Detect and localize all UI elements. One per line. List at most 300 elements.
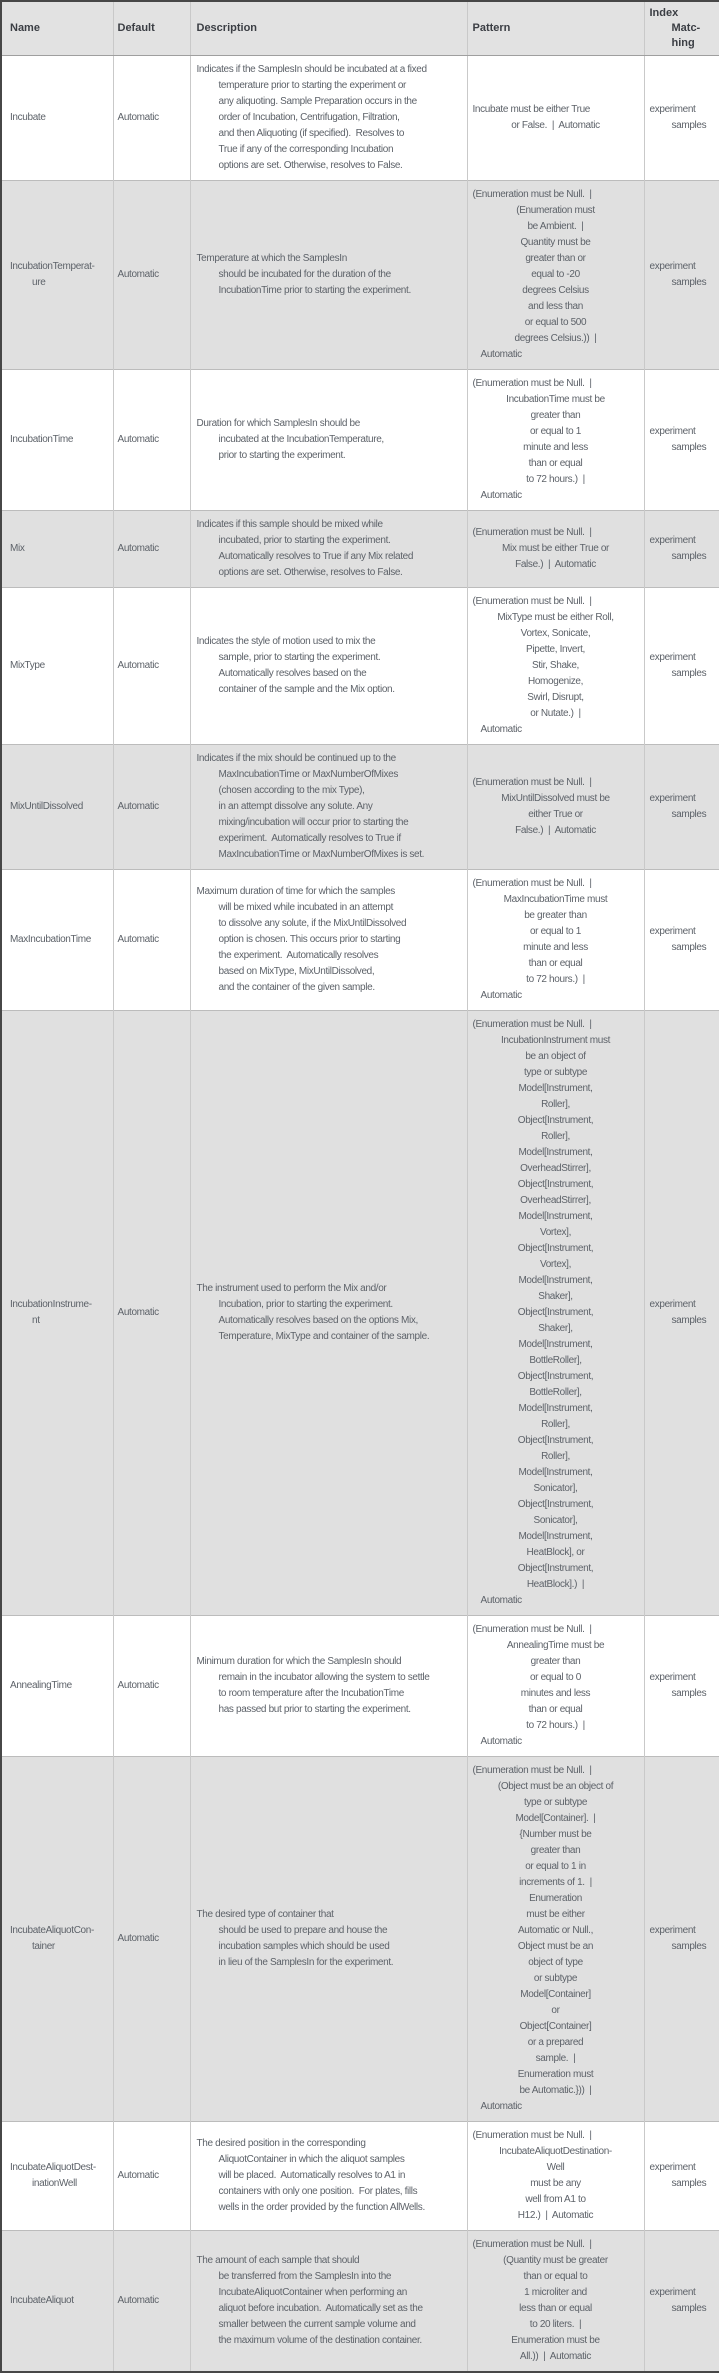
text-line: or equal to 500	[524, 317, 587, 328]
text-line: inationWell	[32, 2178, 77, 2189]
text-line: incubation samples which should be used	[218, 1941, 390, 1952]
option-description	[197, 1907, 462, 1971]
text-line: Duration for which SamplesIn should be	[196, 418, 360, 429]
option-description-cell	[190, 870, 467, 1011]
text-line: MaxIncubationTime or MaxNumberOfMixes	[218, 769, 399, 780]
text-line: Enumeration must	[517, 2069, 594, 2080]
option-name	[10, 2160, 108, 2192]
table-row	[1, 2122, 719, 2231]
option-description	[197, 634, 462, 698]
option-name-cell	[1, 511, 113, 588]
text-line: Automatic	[117, 269, 159, 280]
option-description	[197, 2253, 462, 2349]
text-line: HeatBlock], or	[526, 1547, 585, 1558]
text-line: samples	[671, 2178, 707, 2189]
text-line: experiment. Automatically resolves to True if	[218, 833, 401, 844]
text-line: (Enumeration must be Null. |	[472, 596, 592, 607]
text-line: to 72 hours.) |	[526, 474, 585, 485]
text-line: degrees Celsius.)) |	[514, 333, 597, 344]
text-line: (Enumeration must be Null. |	[472, 1765, 592, 1776]
text-line: (Enumeration must be Null. |	[472, 378, 592, 389]
option-index-matching	[650, 259, 715, 291]
text-line: MixUntilDissolved must be	[501, 793, 610, 804]
text-line: Index	[649, 7, 679, 19]
text-line: type or subtype	[523, 1797, 588, 1808]
text-line: object of type	[528, 1957, 583, 1968]
option-name-cell	[1, 1757, 113, 2122]
text-line: Vortex],	[539, 1259, 572, 1270]
text-line: MixType must be either Roll,	[497, 612, 614, 623]
text-line: Model[Instrument,	[518, 1275, 593, 1286]
column-header-index-matching-label	[650, 6, 715, 51]
text-line: H12.) | Automatic	[517, 2210, 594, 2221]
text-line: Automatic	[117, 660, 159, 671]
text-line: Model[Instrument,	[518, 1147, 593, 1158]
text-line: Description	[196, 22, 258, 34]
table-row	[1, 588, 719, 745]
option-pattern-cell	[467, 870, 644, 1011]
option-default-cell	[113, 56, 190, 181]
text-line: Indicates if this sample should be mixed while	[196, 519, 383, 530]
option-index-matching	[650, 650, 715, 682]
table-row	[1, 511, 719, 588]
text-line: samples	[671, 942, 707, 953]
text-line: samples	[671, 668, 707, 679]
text-line: experiment	[649, 652, 696, 663]
text-line: IncubateAliquotContainer when performing an	[218, 2287, 407, 2298]
option-name	[10, 658, 108, 674]
option-description-cell	[190, 511, 467, 588]
option-pattern	[473, 2128, 639, 2224]
option-name-cell	[1, 370, 113, 511]
text-line: Enumeration must be	[511, 2335, 600, 2346]
option-description-cell	[190, 1616, 467, 1757]
table-row	[1, 1011, 719, 1616]
option-default-cell	[113, 745, 190, 870]
text-line: MaxIncubationTime must	[503, 894, 608, 905]
text-line: True if any of the corresponding Incubation	[218, 144, 394, 155]
option-description-cell	[190, 370, 467, 511]
column-header-default	[113, 1, 190, 56]
text-line: The amount of each sample that should	[196, 2255, 360, 2266]
text-line: Model[Container]. |	[515, 1813, 596, 1824]
text-line: minutes and less	[520, 1688, 591, 1699]
text-line: or subtype	[533, 1973, 578, 1984]
text-line: Automatic	[480, 990, 522, 1001]
option-pattern	[473, 594, 639, 738]
table-row	[1, 1757, 719, 2122]
option-index-matching	[650, 791, 715, 823]
option-index-matching-cell	[644, 1011, 719, 1616]
text-line: 1 microliter and	[524, 2287, 587, 2298]
option-index-matching-cell	[644, 511, 719, 588]
option-pattern-cell	[467, 56, 644, 181]
text-line: to 72 hours.) |	[526, 1720, 585, 1731]
text-line: Shaker],	[538, 1291, 573, 1302]
text-line: IncubateAliquotDestination-	[499, 2146, 612, 2157]
text-line: Model[Instrument,	[518, 1083, 593, 1094]
text-line: AliquotContainer in which the aliquot samples	[218, 2154, 405, 2165]
text-line: Automatic	[117, 1933, 159, 1944]
text-line: Swirl, Disrupt,	[527, 692, 584, 703]
text-line: IncubateAliquotCon-	[10, 1925, 94, 1936]
text-line: than or equal	[528, 458, 583, 469]
text-line: samples	[671, 120, 707, 131]
text-line: Automatic	[117, 434, 159, 445]
option-index-matching-cell	[644, 1757, 719, 2122]
option-default-cell	[113, 2231, 190, 2373]
option-name	[10, 541, 108, 557]
text-line: Name	[10, 22, 40, 34]
option-name	[10, 432, 108, 448]
text-line: containers with only one position. For plates, fills	[218, 2186, 418, 2197]
option-pattern-cell	[467, 1616, 644, 1757]
text-line: Mix must be either True or	[501, 543, 610, 554]
option-pattern	[473, 1622, 639, 1750]
option-pattern	[473, 376, 639, 504]
text-line: must be any	[530, 2178, 581, 2189]
text-line: or Nutate.) |	[530, 708, 581, 719]
text-line: than or equal	[528, 1704, 583, 1715]
option-default-cell	[113, 2122, 190, 2231]
text-line: or equal to 1	[529, 426, 582, 437]
option-index-matching	[650, 533, 715, 565]
text-line: Automatic	[117, 934, 159, 945]
text-line: Model[Instrument,	[518, 1403, 593, 1414]
text-line: (Enumeration must be Null. |	[472, 878, 592, 889]
text-line: greater than or	[525, 253, 586, 264]
text-line: option is chosen. This occurs prior to starting	[218, 934, 401, 945]
option-pattern	[473, 2237, 639, 2365]
text-line: degrees Celsius	[522, 285, 589, 296]
text-line: AnnealingTime must be	[506, 1640, 605, 1651]
text-line: Indicates if the SamplesIn should be incubated at a fixed	[196, 64, 427, 75]
text-line: Object[Instrument,	[517, 1307, 594, 1318]
table-row	[1, 2231, 719, 2373]
option-default-value	[118, 2168, 185, 2184]
text-line: Object[Instrument,	[517, 1243, 594, 1254]
text-line: to 72 hours.) |	[526, 974, 585, 985]
column-header-default-label	[118, 21, 185, 36]
text-line: Automatic	[480, 724, 522, 735]
text-line: order of Incubation, Centrifugation, Filtration,	[218, 112, 400, 123]
table-body	[1, 56, 719, 2373]
option-description-cell	[190, 56, 467, 181]
text-line: BottleRoller],	[529, 1387, 582, 1398]
option-description	[197, 517, 462, 581]
text-line: Default	[117, 22, 155, 34]
text-line: Pattern	[472, 22, 511, 34]
text-line: (Enumeration must	[516, 205, 595, 216]
text-line: Sonicator],	[533, 1515, 578, 1526]
option-default-value	[118, 932, 185, 948]
option-default-value	[118, 1678, 185, 1694]
text-line: (Quantity must be greater	[503, 2255, 608, 2266]
option-description	[197, 1654, 462, 1718]
option-description-cell	[190, 1757, 467, 2122]
option-index-matching-cell	[644, 745, 719, 870]
text-line: (Enumeration must be Null. |	[472, 777, 592, 788]
text-line: Automatic	[117, 1680, 159, 1691]
text-line: in lieu of the SamplesIn for the experiment.	[218, 1957, 394, 1968]
text-line: Vortex],	[539, 1227, 572, 1238]
text-line: False.) | Automatic	[515, 559, 596, 570]
text-line: Automatic	[117, 2170, 159, 2181]
text-line: be an object of	[525, 1051, 586, 1062]
text-line: Pipette, Invert,	[526, 644, 585, 655]
text-line: container of the sample and the Mix option.	[218, 684, 395, 695]
text-line: well from A1 to	[525, 2194, 586, 2205]
text-line: Automatic	[117, 1307, 159, 1318]
option-pattern-cell	[467, 2122, 644, 2231]
text-line: be Ambient. |	[527, 221, 584, 232]
text-line: remain in the incubator allowing the system to settle	[218, 1672, 430, 1683]
option-description	[197, 1281, 462, 1345]
text-line: Roller],	[541, 1131, 570, 1142]
text-line: Incubation, prior to starting the experiment.	[218, 1299, 393, 1310]
text-line: Vortex, Sonicate,	[520, 628, 591, 639]
text-line: greater than	[530, 1845, 581, 1856]
text-line: IncubationTime prior to starting the experiment.	[218, 285, 411, 296]
text-line: Automatic	[480, 490, 522, 501]
text-line: minute and less	[523, 442, 588, 453]
option-name	[10, 259, 108, 291]
text-line: samples	[671, 442, 707, 453]
option-default-value	[118, 1931, 185, 1947]
option-default-cell	[113, 1011, 190, 1616]
option-name	[10, 1923, 108, 1955]
table-row	[1, 56, 719, 181]
text-line: Automatic	[117, 112, 159, 123]
text-line: OverheadStirrer],	[520, 1195, 591, 1206]
text-line: tainer	[32, 1941, 55, 1952]
text-line: samples	[671, 1688, 707, 1699]
option-index-matching-cell	[644, 56, 719, 181]
text-line: Automatic	[480, 1595, 522, 1606]
option-description-cell	[190, 2122, 467, 2231]
text-line: experiment	[649, 1299, 696, 1310]
text-line: to room temperature after the IncubationTime	[218, 1688, 404, 1699]
text-line: The instrument used to perform the Mix and/or	[196, 1283, 387, 1294]
text-line: should be used to prepare and house the	[218, 1925, 388, 1936]
column-header-pattern	[467, 1, 644, 56]
text-line: than or equal to	[523, 2271, 588, 2282]
text-line: experiment	[649, 104, 696, 115]
table-row	[1, 370, 719, 511]
text-line: prior to starting the experiment.	[218, 450, 346, 461]
option-pattern-cell	[467, 588, 644, 745]
option-index-matching	[650, 2160, 715, 2192]
text-line: wells in the order provided by the function AllWells.	[218, 2202, 425, 2213]
text-line: than or equal	[528, 958, 583, 969]
option-name	[10, 799, 108, 815]
text-line: experiment	[649, 2287, 696, 2298]
text-line: (Enumeration must be Null. |	[472, 527, 592, 538]
text-line: will be mixed while incubated in an attempt	[218, 902, 393, 913]
option-description-cell	[190, 1011, 467, 1616]
option-pattern-cell	[467, 2231, 644, 2373]
text-line: Model[Instrument,	[518, 1531, 593, 1542]
option-index-matching	[650, 1670, 715, 1702]
text-line: Model[Container]	[520, 1989, 591, 2000]
option-default-cell	[113, 870, 190, 1011]
option-default-value	[118, 267, 185, 283]
text-line: incubated, prior to starting the experiment.	[218, 535, 391, 546]
text-line: experiment	[649, 926, 696, 937]
text-line: (Object must be an object of	[497, 1781, 614, 1792]
option-index-matching-cell	[644, 181, 719, 370]
option-index-matching	[650, 924, 715, 956]
text-line: less than or equal	[519, 2303, 592, 2314]
option-default-value	[118, 799, 185, 815]
option-name	[10, 110, 108, 126]
option-index-matching-cell	[644, 2122, 719, 2231]
text-line: the experiment. Automatically resolves	[218, 950, 379, 961]
text-line: The desired type of container that	[196, 1909, 334, 1920]
text-line: mixing/incubation will occur prior to starting the	[218, 817, 409, 828]
text-line: MixType	[10, 660, 45, 671]
text-line: IncubationTime	[10, 434, 74, 445]
text-line: Minimum duration for which the SamplesIn should	[196, 1656, 402, 1667]
option-pattern	[473, 876, 639, 1004]
option-index-matching	[650, 424, 715, 456]
text-line: and then Aliquoting (if specified). Resolves to	[218, 128, 405, 139]
option-description-cell	[190, 745, 467, 870]
text-line: Matc-	[671, 22, 701, 34]
table-row	[1, 181, 719, 370]
text-line: or equal to 1	[529, 926, 582, 937]
option-pattern	[473, 525, 639, 573]
option-name	[10, 2293, 108, 2309]
text-line: MixUntilDissolved	[10, 801, 83, 812]
text-line: should be incubated for the duration of the	[218, 269, 391, 280]
option-index-matching	[650, 1297, 715, 1329]
text-line: either True or	[528, 809, 583, 820]
text-line: (Enumeration must be Null. |	[472, 189, 592, 200]
option-description	[197, 751, 462, 863]
text-line: ure	[32, 277, 46, 288]
text-line: any aliquoting. Sample Preparation occurs in the	[218, 96, 417, 107]
text-line: samples	[671, 809, 707, 820]
text-line: incubated at the IncubationTemperature,	[218, 434, 384, 445]
text-line: samples	[671, 551, 707, 562]
text-line: Maximum duration of time for which the samples	[196, 886, 395, 897]
text-line: samples	[671, 2303, 707, 2314]
option-name-cell	[1, 745, 113, 870]
text-line: All.)) | Automatic	[519, 2351, 592, 2362]
text-line: increments of 1. |	[519, 1877, 592, 1888]
option-name	[10, 1678, 108, 1694]
text-line: Well	[546, 2162, 565, 2173]
text-line: Stir, Shake,	[532, 660, 579, 671]
text-line: temperature prior to starting the experiment or	[218, 80, 407, 91]
text-line: in an attempt dissolve any solute. Any	[218, 801, 373, 812]
text-line: Roller],	[541, 1099, 570, 1110]
text-line: Automatic or Null.,	[517, 1925, 594, 1936]
option-description	[197, 416, 462, 464]
table-row	[1, 745, 719, 870]
text-line: aliquot before incubation. Automatically set as the	[218, 2303, 423, 2314]
option-description	[197, 2136, 462, 2216]
option-pattern	[473, 775, 639, 839]
text-line: based on MixType, MixUntilDissolved,	[218, 966, 375, 977]
text-line: Object[Instrument,	[517, 1371, 594, 1382]
text-line: Object must be an	[517, 1941, 594, 1952]
text-line: Automatic	[117, 2295, 159, 2306]
option-pattern	[473, 1763, 639, 2115]
table-header-row	[1, 1, 719, 56]
text-line: has passed but prior to starting the experiment.	[218, 1704, 411, 1715]
option-default-cell	[113, 181, 190, 370]
text-line: IncubationInstrume-	[10, 1299, 92, 1310]
text-line: be Automatic.})) |	[519, 2085, 592, 2096]
text-line: False.) | Automatic	[515, 825, 596, 836]
option-pattern	[473, 1017, 639, 1609]
option-default-cell	[113, 588, 190, 745]
column-header-description-label	[197, 21, 462, 36]
table-row	[1, 870, 719, 1011]
text-line: samples	[671, 1315, 707, 1326]
option-pattern-cell	[467, 370, 644, 511]
text-line: Automatically resolves based on the	[218, 668, 367, 679]
text-line: be transferred from the SamplesIn into the	[218, 2271, 392, 2282]
option-description-cell	[190, 181, 467, 370]
text-line: (Enumeration must be Null. |	[472, 2239, 592, 2250]
text-line: Automatically resolves based on the options Mix,	[218, 1315, 418, 1326]
text-line: experiment	[649, 2162, 696, 2173]
option-description	[197, 62, 462, 174]
text-line: experiment	[649, 261, 696, 272]
option-pattern-cell	[467, 511, 644, 588]
text-line: Object[Instrument,	[517, 1179, 594, 1190]
text-line: Roller],	[541, 1419, 570, 1430]
option-name-cell	[1, 870, 113, 1011]
text-line: Incubate must be either True	[472, 104, 590, 115]
text-line: the maximum volume of the destination container.	[218, 2335, 422, 2346]
text-line: Object[Instrument,	[517, 1435, 594, 1446]
text-line: Object[Container]	[519, 2021, 592, 2032]
option-default-cell	[113, 370, 190, 511]
option-default-value	[118, 1305, 185, 1321]
text-line: or equal to 0	[529, 1672, 582, 1683]
option-index-matching-cell	[644, 2231, 719, 2373]
column-header-name-label	[10, 21, 108, 36]
text-line: greater than	[530, 410, 581, 421]
option-pattern	[473, 187, 639, 363]
text-line: (Enumeration must be Null. |	[472, 2130, 592, 2141]
text-line: be greater than	[524, 910, 587, 921]
text-line: BottleRoller],	[529, 1355, 582, 1366]
text-line: to 20 liters. |	[529, 2319, 582, 2330]
option-name-cell	[1, 181, 113, 370]
text-line: Enumeration	[529, 1893, 582, 1904]
text-line: IncubateAliquotDest-	[10, 2162, 96, 2173]
text-line: smaller between the current sample volume and	[218, 2319, 416, 2330]
text-line: Object[Instrument,	[517, 1499, 594, 1510]
option-default-value	[118, 541, 185, 557]
option-pattern-cell	[467, 1011, 644, 1616]
text-line: {Number must be	[519, 1829, 592, 1840]
option-default-cell	[113, 511, 190, 588]
text-line: (Enumeration must be Null. |	[472, 1624, 592, 1635]
option-default-value	[118, 110, 185, 126]
column-header-name	[1, 1, 113, 56]
text-line: Incubate	[10, 112, 46, 123]
text-line: HeatBlock].) |	[526, 1579, 585, 1590]
option-index-matching-cell	[644, 588, 719, 745]
option-index-matching-cell	[644, 370, 719, 511]
text-line: Model[Instrument,	[518, 1211, 593, 1222]
